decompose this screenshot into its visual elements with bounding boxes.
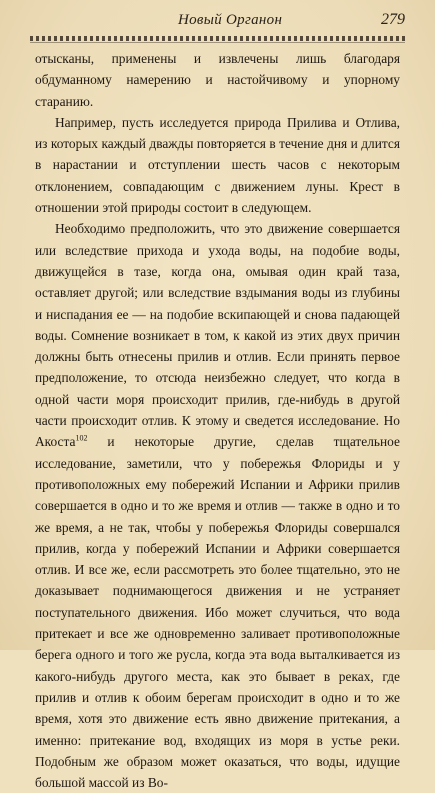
header-ornamental-rule xyxy=(30,36,405,41)
body-text xyxy=(35,48,400,793)
page-number: 279 xyxy=(381,11,405,28)
paragraph-text: Необходимо предположить, что это движение совершается или вследствие прихода и ухода воды, на подобие воды, движущейся в тазе, когда она, омывая один край таза, оставляет другой; или вследствие вздымания воды из глубины и ниспадания ее — на подобие вскипающей и снова падающей воды. Сомнение возникает в том, к какой из этих двух причин должны быть отнесены прилив и отлив. Если принять первое предположение, то отсюда неизбежно следует, что когда в одной части моря происходит прилив, где-нибудь в другой части происходит отлив. К этому и сведется исследование. Но Акоста xyxy=(35,221,400,450)
footnote-reference[interactable]: 102 xyxy=(75,433,88,443)
paragraph: отысканы, применены и извлечены лишь благодаря обдуманному намерению и настойчивому и упорному старанию. xyxy=(35,51,400,109)
paragraph-text: и некоторые другие, сделав тщательное исследование, заметили, что у побережья Флориды и у противоположных ему побережий Испании и Африки прилив совершается в одно и то же время и отлив — также в одно и то же время, а не так, чтобы у побережья Флориды совершался прилив, когда у побережий Испании и Африки совершается отлив. И все же, если рассмотреть это более тщательно, это не доказывает поднимающегося движения и не устраняет поступательного движения. Ибо может случиться, что вода притекает и все же одновременно заливает противоположные берега одного и того же русла, когда эта вода выталкивается из какого-нибудь другого места, как это бывает в реках, где прилив и отлив к обоим берегам происходит в одно и то же время, хотя это движение есть явно движение притекания, а именно: притекание вод, входящих из моря в устье реки. Подобным же образом может оказаться, что воды, идущие большой массой из Во- xyxy=(35,434,400,791)
page-header xyxy=(30,10,405,34)
paragraph xyxy=(35,218,400,793)
paragraph: Например, пусть исследуется природа Прилива и Отлива, из которых каждый дважды повторяется в течение дня и длится в нарастании и отступлении шесть часов с некоторым отклонением, совпадающим с движением луны. Крест в отношении этой природы состоит в следующем. xyxy=(35,114,400,216)
running-title: Новый Органон xyxy=(178,12,283,28)
